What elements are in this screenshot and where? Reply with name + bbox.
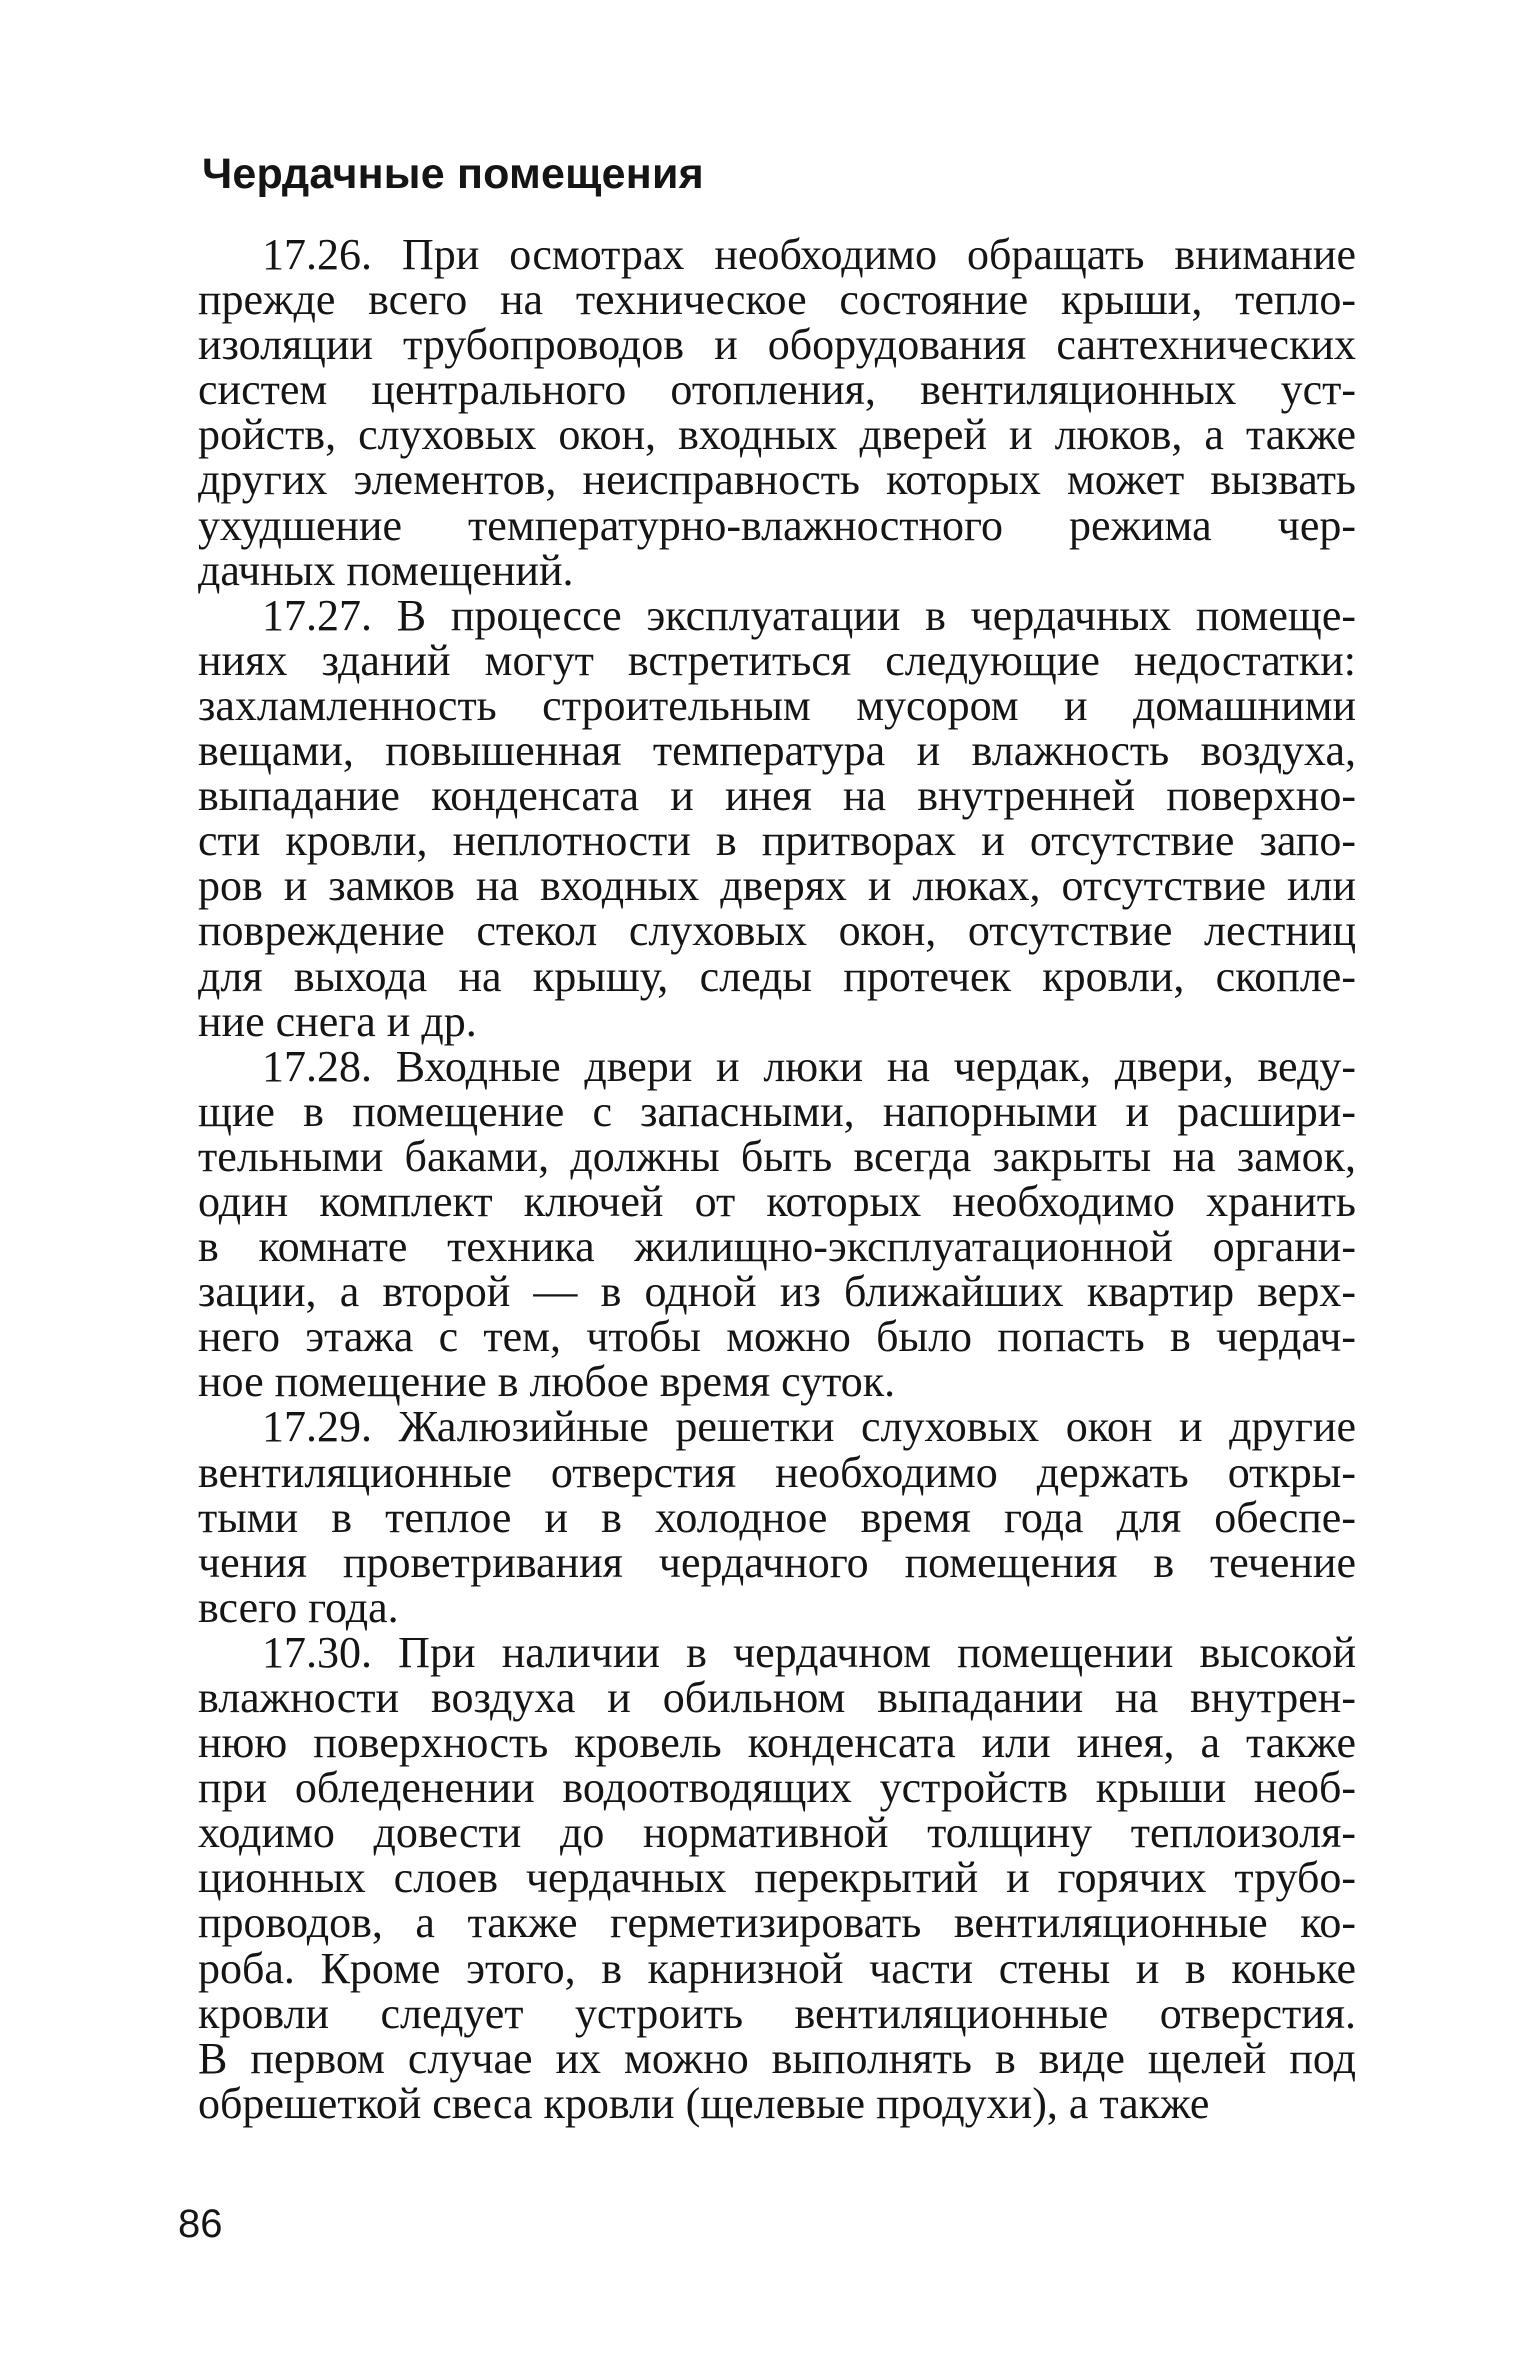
text-line: ухудшение температурно-влажностного режима чер- bbox=[198, 500, 1356, 550]
text-line: изоляции трубопроводов и оборудования сантехнических bbox=[198, 320, 1356, 370]
text-line: зации, а второй — в одной из ближайших квартир верх- bbox=[198, 1267, 1356, 1317]
text-line: нюю поверхность кровель конденсата или инея, а также bbox=[198, 1718, 1356, 1768]
text-line: 17.30. При наличии в чердачном помещении высокой bbox=[262, 1627, 1356, 1677]
text-line: ниях зданий могут встретиться следующие недостатки: bbox=[198, 635, 1356, 685]
text-line: прежде всего на техническое состояние крыши, тепло- bbox=[198, 275, 1356, 325]
text-line: для выхода на крышу, следы протечек кровли, скопле- bbox=[198, 951, 1356, 1001]
text-line: ционных слоев чердачных перекрытий и горячих трубо- bbox=[198, 1853, 1356, 1903]
text-line: систем центрального отопления, вентиляционных уст- bbox=[198, 365, 1356, 415]
body-text bbox=[198, 232, 1356, 2126]
text-line: тыми в теплое и в холодное время года для обеспе- bbox=[198, 1492, 1356, 1542]
text-line: ное помещение в любое время суток. bbox=[198, 1357, 896, 1407]
text-line: влажности воздуха и обильном выпадании на внутрен- bbox=[198, 1673, 1356, 1722]
text-line: ние снега и др. bbox=[198, 996, 477, 1046]
paragraph bbox=[198, 232, 1356, 593]
text-line: один комплект ключей от которых необходимо хранить bbox=[198, 1176, 1356, 1226]
text-line: при обледенении водоотводящих устройств крыши необ- bbox=[198, 1763, 1356, 1813]
paragraph bbox=[198, 1402, 1356, 1632]
document-page bbox=[198, 150, 1356, 2126]
text-line: 17.27. В процессе эксплуатации в чердачных помеще- bbox=[262, 590, 1356, 640]
text-line: в комнате техника жилищно-эксплуатационной органи- bbox=[198, 1222, 1356, 1272]
text-line: В первом случае их можно выполнять в виде щелей под bbox=[198, 2033, 1356, 2083]
text-line: кровли следует устроить вентиляционные отверстия. bbox=[198, 1988, 1356, 2038]
text-line: проводов, а также герметизировать вентиляционные ко- bbox=[198, 1898, 1356, 1948]
text-line: обрешеткой свеса кровли (щелевые продухи), а также bbox=[198, 2078, 1210, 2128]
text-line: 17.26. При осмотрах необходимо обращать внимание bbox=[262, 230, 1356, 279]
text-line: ров и замков на входных дверях и люках, отсутствие или bbox=[198, 861, 1356, 911]
text-line: ройств, слуховых окон, входных дверей и люков, а также bbox=[198, 410, 1356, 460]
section-title: Чердачные помещения bbox=[202, 150, 704, 198]
text-line: ходимо довести до нормативной толщину теплоизоля- bbox=[198, 1808, 1356, 1858]
text-line: сти кровли, неплотности в притворах и отсутствие запо- bbox=[198, 816, 1356, 866]
paragraph bbox=[198, 1627, 1356, 2128]
paragraph bbox=[198, 590, 1356, 1046]
text-line: чения проветривания чердачного помещения в течение bbox=[198, 1537, 1356, 1587]
text-line: захламленность строительным мусором и домашними bbox=[198, 680, 1356, 730]
text-line: вещами, повышенная температура и влажность воздуха, bbox=[198, 726, 1356, 776]
text-line: щие в помещение с запасными, напорными и расшири- bbox=[198, 1086, 1356, 1136]
text-line: 17.29. Жалюзийные решетки слуховых окон и другие bbox=[262, 1402, 1356, 1452]
text-line: 17.28. Входные двери и люки на чердак, двери, веду- bbox=[262, 1041, 1356, 1091]
text-line: тельными баками, должны быть всегда закрыты на замок, bbox=[198, 1131, 1356, 1181]
text-line: дачных помещений. bbox=[198, 545, 574, 595]
text-line: вентиляционные отверстия необходимо держать откры- bbox=[198, 1447, 1356, 1497]
text-line: него этажа с тем, чтобы можно было попасть в чердач- bbox=[198, 1312, 1356, 1362]
text-line: всего года. bbox=[198, 1582, 399, 1632]
paragraph bbox=[198, 1041, 1356, 1407]
text-line: повреждение стекол слуховых окон, отсутствие лестниц bbox=[198, 906, 1356, 956]
text-line: выпадание конденсата и инея на внутренней поверхно- bbox=[198, 771, 1356, 821]
page-number: 86 bbox=[178, 2202, 223, 2246]
text-line: роба. Кроме этого, в карнизной части стены и в коньке bbox=[198, 1943, 1356, 1993]
text-line: других элементов, неисправность которых может вызвать bbox=[198, 455, 1356, 505]
